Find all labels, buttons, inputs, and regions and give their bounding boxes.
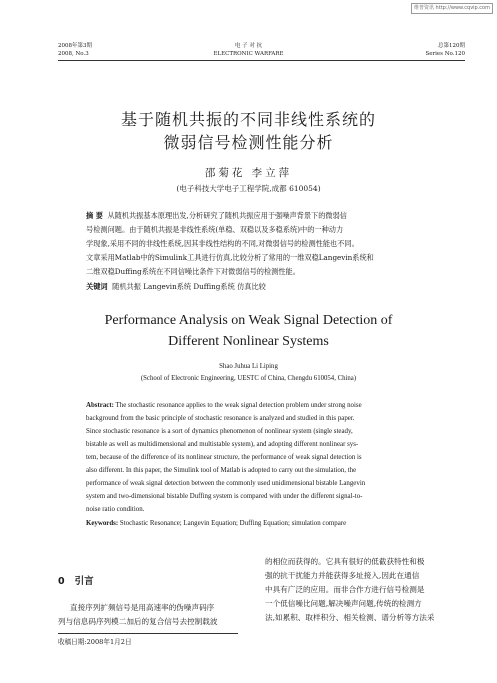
abstract-en-line8: system and two-dimensional bistable Duffing system is compared with under the different signal-to-: [86, 493, 363, 500]
section-title: 引言: [74, 576, 94, 587]
intro-right-line2: 强的抗干扰能力并能获得多址接入,因此在通信: [265, 571, 420, 580]
intro-right-line4: 一个低信噪比问题,解决噪声问题,传统的检测方: [265, 599, 422, 608]
intro-left-line2: 列与信息码序列模二加后的复合信号去控制载波: [58, 617, 218, 626]
abstract-en-line7: performance of weak signal detection between the commonly used unidimensional bistable Langevin: [86, 480, 366, 487]
header-rule: [58, 60, 465, 61]
journal-name-en: ELECTRONIC WARFARE: [213, 51, 284, 57]
abstract-en-text: The stochastic resonance applies to the weak signal detection problem under strong noise: [115, 402, 362, 409]
abstract-cn-line3: 学现象,采用不同的非线性系统,因其非线性结构的不同,对微弱信号的检测性能也不同。: [86, 239, 359, 248]
intro-left-line1: 直接序列扩频信号是用高速率的伪噪声码序: [70, 603, 215, 612]
issue-cn: 2008年第3期: [58, 43, 92, 49]
intro-right-line1: 的相位而获得的。它具有很好的低截获特性和极: [265, 557, 425, 566]
affiliation-cn: (电子科技大学电子工程学院,成都 610054): [176, 184, 321, 193]
watermark: 维普资讯 http://www.cqvip.com: [411, 3, 493, 14]
title-en-line1: Performance Analysis on Weak Signal Detection of: [104, 313, 393, 328]
title-cn-line1: 基于随机共振的不同非线性系统的: [120, 110, 376, 129]
abstract-cn-line2: 号检测问题。由于随机共振是非线性系统(单稳、双稳以及多稳系统)中的一种动力: [86, 225, 344, 234]
abstract-en-line9: noise ratio condition.: [86, 506, 145, 513]
authors-en: Shao Juhua Li Liping: [219, 363, 278, 370]
issue-en: 2008, No.3: [58, 51, 89, 57]
keywords-en: [86, 518, 346, 530]
intro-right-line3: 中具有广泛的应用。而非合作方进行信号检测是: [265, 585, 425, 594]
journal-name-cn: 电 子 对 抗: [234, 43, 263, 49]
abstract-en-line3: Since stochastic resonance is a sort of dynamics phenomenon of nonlinear system (single steady,: [86, 428, 353, 435]
keywords-cn-label: 关键词: [86, 282, 108, 291]
abstract-en-line6: also different. In this paper, the Simulink tool of Matlab is adopted to carry out the simulation, the: [86, 467, 357, 474]
received-date: 收稿日期:2008年1月2日: [58, 638, 132, 646]
keywords-cn: [86, 280, 266, 293]
series-cn: 总第120期: [438, 43, 465, 49]
abstract-en-line5: tem, because of the difference of its nonlinear structure, the performance of weak signal detection is: [86, 454, 362, 461]
title-en-line2: Different Nonlinear Systems: [168, 334, 329, 349]
keywords-en-text: Stochastic Resonance; Langevin Equation; Duffing Equation; simulation compare: [119, 520, 347, 527]
abstract-en-line1: [86, 400, 362, 412]
abstract-en-line4: bistable as well as multidimensional and multistable system), and adopting different nonlinear sys-: [86, 441, 359, 448]
keywords-cn-text: 随机共振 Langevin系统 Duffing系统 仿真比较: [112, 282, 266, 291]
abstract-cn-text: 从随机共振基本原理出发,分析研究了随机共振应用于强噪声背景下的微弱信: [107, 211, 347, 220]
title-cn-line2: 微弱信号检测性能分析: [163, 133, 334, 152]
abstract-cn-label: 摘 要: [86, 211, 103, 220]
footnote-rule: [58, 633, 238, 634]
affiliation-en: (School of Electronic Engineering, UESTC of China, Chengdu 610054, China): [140, 375, 357, 382]
authors-cn: 邵菊花 李立萍: [204, 167, 293, 179]
intro-right-line5: 法,如累积、取样积分、相关检测、谱分析等方法采: [265, 613, 435, 622]
abstract-cn-line4: 文章采用Matlab中的Simulink工具进行仿真,比较分析了常用的一维双稳Langevin系统和: [86, 253, 374, 262]
abstract-cn-line1: [86, 209, 347, 222]
abstract-en-line2: background from the basic principle of stochastic resonance is analyzed and studied in this paper.: [86, 415, 355, 422]
abstract-en-label: Abstract:: [86, 402, 114, 409]
abstract-cn-line5: 二维双稳Duffing系统在不同信噪比条件下对微弱信号的检测性能。: [86, 267, 300, 276]
keywords-en-label: Keywords:: [86, 520, 119, 527]
section-heading: [58, 573, 94, 587]
series-en: Series No.120: [425, 51, 465, 57]
section-number: 0: [58, 576, 65, 587]
